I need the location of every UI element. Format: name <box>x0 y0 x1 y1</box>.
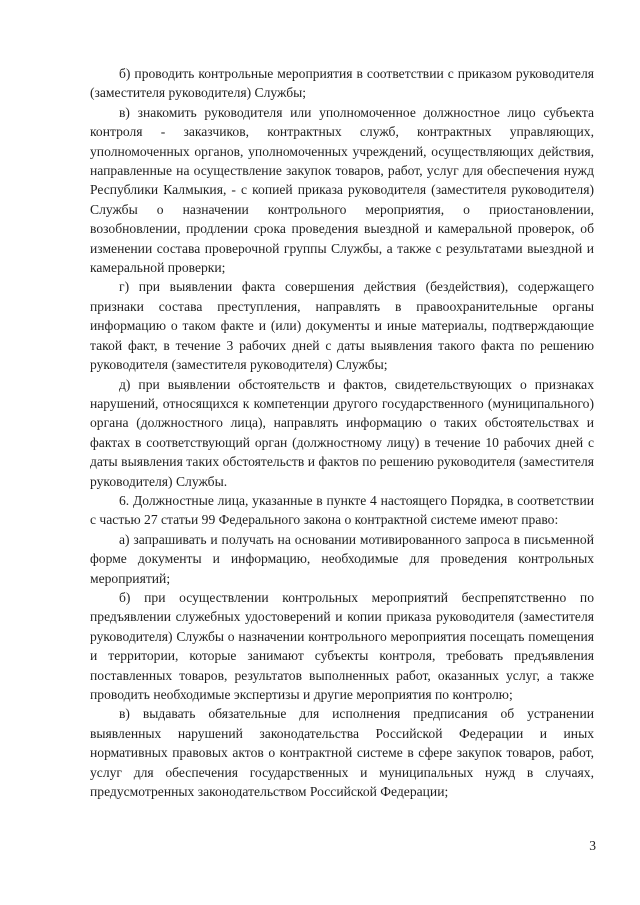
paragraph-a-request-documents: а) запрашивать и получать на основании мотивированного запроса в письменной форме документы и информацию, необходимые для проведения контрольных мероприятий; <box>90 531 594 586</box>
paragraph-d-other-violations: д) при выявлении обстоятельств и фактов, свидетельствующих о признаках нарушений, относящихся к компетенции другого государственного (муниципального) органа (должностного лица), направлять информацию о таких обстоятельствах и фактах в соответствующий орган (должностному лицу) в течение 10 рабочих дней с даты выявления таких обстоятельств и фактов по решению руководителя (заместителя руководителя) Службы. <box>90 376 594 489</box>
paragraph-g-crime-report: г) при выявлении факта совершения действия (бездействия), содержащего признаки состава преступления, направлять в правоохранительные органы информацию о таком факте и (или) документы и иные материалы, подтверждающие такой факт, в течение 3 рабочих дней с даты выявления такого факта по решению руководителя (заместителя руководителя) Службы; <box>90 279 594 373</box>
paragraph-b-conduct-control: б) проводить контрольные мероприятия в соответствии с приказом руководителя (заместителя руководителя) Службы; <box>90 66 594 101</box>
paragraph-v-issue-orders: в) выдавать обязательные для исполнения предписания об устранении выявленных нарушений законодательства Российской Федерации и иных нормативных правовых актов о контрактной системе в сфере закупок товаров, работ, услуг для обеспечения государственных и муниципальных нужд в случаях, предусмотренных законодательством Российской Федерации; <box>90 706 594 800</box>
paragraph-v-familiarize: в) знакомить руководителя или уполномоченное должностное лицо субъекта контроля - заказчиков, контрактных служб, контрактных управляющих, уполномоченных органов, уполномоченных учреждений, осуществляющих действия, направленные на осуществление закупок товаров, работ, услуг для обеспечения нужд Республики Калмыкия, - с копией приказа руководителя (заместителя руководителя) Службы о назначении контрольного мероприятия, о приостановлении, возобновлении, продлении срока проведения выездной и камеральной проверок, об изменении состава проверочной группы Службы, а также с результатами выездной и камеральной проверки; <box>90 104 594 276</box>
paragraph-b-access-premises: б) при осуществлении контрольных мероприятий беспрепятственно по предъявлении служебных удостоверений и копии приказа руководителя (заместителя руководителя) Службы о назначении контрольного мероприятия посещать помещения и территории, которые занимают субъекты контроля, требовать предъявления поставленных товаров, результатов выполненных работ, оказанных услуг, а также проводить необходимые экспертизы и другие мероприятия по контролю; <box>90 589 594 702</box>
page-number: 3 <box>589 838 596 853</box>
paragraph-6-officials-rights: 6. Должностные лица, указанные в пункте 4 настоящего Порядка, в соответствии с частью 27 статьи 99 Федерального закона о контрактной системе имеют право: <box>90 492 594 528</box>
document-body <box>90 64 594 801</box>
